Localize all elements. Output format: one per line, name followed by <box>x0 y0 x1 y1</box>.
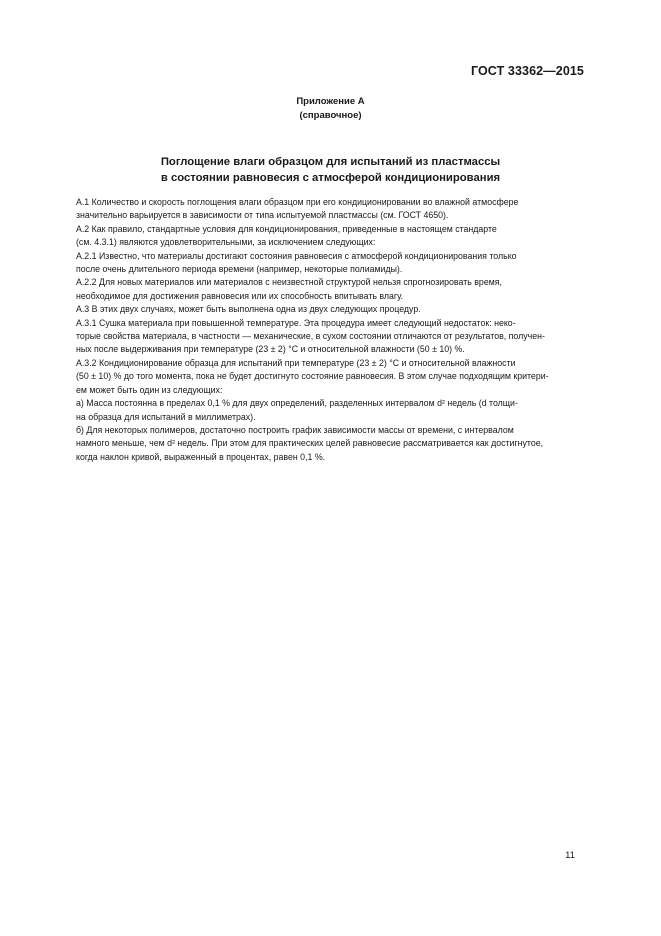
paragraph-line: (см. 4.3.1) являются удовлетворительными, за исключением следующих: <box>76 237 376 248</box>
paragraph-first-line: а) Масса постоянна в пределах 0,1 % для двух определений, разделенных интервалом d² недель (d толщи- <box>76 398 518 409</box>
annex-kind: (справочное) <box>299 110 362 121</box>
paragraph-line: необходимое для достижения равновесия или их способность впитывать влагу. <box>76 290 404 301</box>
paragraph-line: торые свойства материала, в частности — механические, в сухом состоянии отличаются от результатов, получен- <box>76 331 545 342</box>
paragraph-first-line: б) Для некоторых полимеров, достаточно построить график зависимости массы от времени, с интервалом <box>76 424 514 435</box>
paragraph-first-line: A.2.2 Для новых материалов или материалов с неизвестной структурой нельзя спрогнозировать время, <box>76 277 502 288</box>
paragraph-first-line: A.1 Количество и скорость поглощения влаги образцом при его кондиционировании во влажной атмосфере <box>76 197 519 207</box>
annex-heading <box>0 95 661 123</box>
paragraph-line: значительно варьируется в зависимости от типа испытуемой пластмассы (см. ГОСТ 4650). <box>76 210 449 221</box>
annex-label: Приложение А <box>296 96 365 107</box>
paragraph-first-line: A.2.1 Известно, что материалы достигают состояния равновесия с атмосферой кондиционирования только <box>76 250 517 261</box>
annex-title-line: в состоянии равновесия с атмосферой кондиционирования <box>160 171 501 184</box>
paragraph-line: ных после выдерживания при температуре (23 ± 2) °C и относительной влажности (50 ± 10) %. <box>76 344 465 355</box>
standard-number: ГОСТ 33362—2015 <box>470 64 584 78</box>
paragraph-line: ем может быть один из следующих: <box>76 384 223 395</box>
paragraph-line: (50 ± 10) % до того момента, пока не будет достигнуто состояние равновесия. В этом случае подходящим критери- <box>76 371 549 382</box>
paragraph-first-line: A.3 В этих двух случаях, может быть выполнена одна из двух следующих процедур. <box>76 304 421 315</box>
annex-body <box>76 196 583 464</box>
paragraph-first-line: A.2 Как правило, стандартные условия для кондиционирования, приведенные в настоящем стандарте <box>76 223 497 234</box>
paragraph-line: намного меньше, чем d² недель. При этом для практических целей равновесие рассматривается как достигнутое, <box>76 438 544 449</box>
paragraph-line: когда наклон кривой, выраженный в процентах, равен 0,1 %. <box>76 451 326 462</box>
annex-title-line: Поглощение влаги образцом для испытаний из пластмассы <box>160 156 501 168</box>
paragraph-first-line: A.3.2 Кондиционирование образца для испытаний при температуре (23 ± 2) °C и относительной влажности <box>76 357 516 368</box>
paragraph-first-line: A.3.1 Сушка материала при повышенной температуре. Эта процедура имеет следующий недостаток: неко- <box>76 317 516 328</box>
annex-title <box>0 155 661 186</box>
paragraph-line: после очень длительного периода времени (например, некоторые полиамиды). <box>76 264 403 275</box>
paragraph-line: на образца для испытаний в миллиметрах). <box>76 411 256 422</box>
page-number: 11 <box>565 850 575 861</box>
